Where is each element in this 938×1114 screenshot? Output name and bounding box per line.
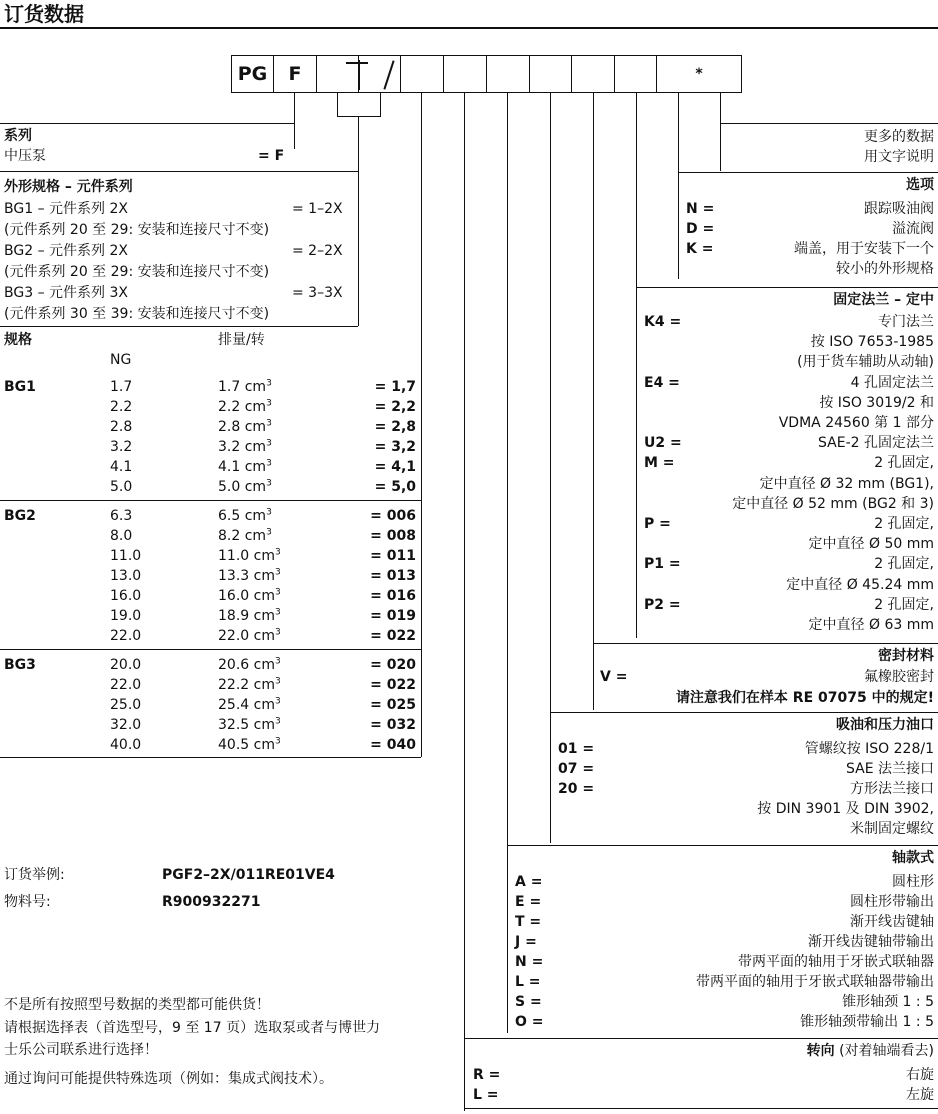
note-line: 通过询问可能提供特殊选项（例如：集成式阀技术）。 — [4, 1071, 333, 1087]
section-heading: 固定法兰 – 定中 — [833, 292, 934, 308]
option-desc: 端盖，用于安装下一个 — [794, 241, 934, 257]
disp-unit-sup: 3 — [266, 418, 272, 429]
size-series-label: BG2 – 元件系列 2X — [4, 243, 128, 259]
disp-cell — [218, 696, 281, 714]
order-example-label: 订货举例: — [4, 867, 65, 883]
code-cell: = 3,2 — [374, 439, 416, 455]
disp-unit: cm — [244, 528, 267, 544]
code-box — [443, 55, 487, 93]
seal-note: 请注意我们在样本 RE 07075 中的规定! — [675, 690, 934, 706]
dash-mark — [346, 62, 368, 64]
option-desc: 渐开线齿键轴 — [850, 914, 934, 930]
code-box — [316, 55, 359, 93]
disp-unit-sup: 3 — [274, 607, 281, 618]
disp-value: 13.3 — [218, 568, 254, 584]
disp-value: 2.2 — [218, 399, 245, 415]
disp-value: 8.2 — [218, 528, 245, 544]
rule — [0, 123, 294, 124]
connector — [720, 93, 721, 171]
option-desc: 锥形轴颈带输出 1 : 5 — [800, 1014, 934, 1030]
option-code: 07 = — [558, 761, 595, 777]
option-desc: 定中直径 Ø 52 mm (BG2 和 3) — [732, 495, 934, 512]
disp-unit-sup: 3 — [274, 736, 281, 747]
connector — [421, 93, 422, 757]
disp-unit-sup: 3 — [274, 676, 281, 687]
disp-unit: cm — [253, 697, 275, 713]
rule — [0, 171, 358, 172]
option-code: T = — [515, 914, 542, 930]
order-example-value: PGF2–2X/011RE01VE4 — [162, 867, 335, 883]
size-series-code: = 3–3X — [292, 285, 343, 301]
size-series-label: BG3 – 元件系列 3X — [4, 285, 128, 301]
option-desc: 2 孔固定, — [874, 516, 934, 532]
option-desc: 米制固定螺纹 — [850, 821, 934, 837]
code-cell: = 022 — [370, 677, 416, 693]
rule — [550, 712, 938, 713]
code-cell: = 2,8 — [374, 419, 416, 435]
code-box — [529, 55, 572, 93]
ng-cell: 13.0 — [110, 568, 142, 584]
option-desc: SAE-2 孔固定法兰 — [818, 435, 934, 452]
option-code: N = — [515, 954, 544, 970]
option-desc: 圆柱形带输出 — [850, 894, 934, 910]
option-desc: 圆柱形 — [892, 874, 934, 890]
code-cell: = 4,1 — [374, 459, 416, 475]
option-desc: SAE 法兰接口 — [845, 761, 934, 777]
option-desc: 溢流阀 — [892, 221, 934, 237]
option-code: O = — [515, 1014, 544, 1030]
disp-value: 25.4 — [218, 697, 254, 713]
option-desc: 氟橡胶密封 — [864, 669, 934, 685]
disp-unit: cm — [244, 419, 267, 435]
disp-cell — [218, 676, 281, 694]
option-desc: 定中直径 Ø 32 mm (BG1), — [759, 475, 934, 492]
option-code: 01 = — [558, 741, 595, 757]
rule — [636, 287, 938, 288]
ng-cell: 4.1 — [110, 459, 133, 475]
option-code: P = — [644, 516, 671, 532]
option-desc: 按 DIN 3901 及 DIN 3902, — [757, 801, 934, 817]
ng-cell: 1.7 — [110, 379, 133, 395]
disp-cell — [218, 656, 281, 674]
disp-cell — [218, 607, 281, 625]
code-cell: = 022 — [370, 628, 416, 644]
rotation-heading-sub: (对着轴端看去) — [834, 1043, 934, 1059]
material-label: 物料号: — [4, 894, 51, 910]
disp-unit: cm — [253, 717, 275, 733]
disp-unit: cm — [253, 588, 275, 604]
disp-cell — [218, 587, 281, 605]
rule — [0, 757, 421, 758]
size-series-label: (元件系列 20 至 29: 安装和连接尺寸不变) — [4, 264, 270, 280]
option-desc: 方形法兰接口 — [850, 781, 934, 797]
code-cell: = 1,7 — [374, 379, 416, 395]
disp-unit: cm — [244, 439, 267, 455]
disp-unit-sup: 3 — [274, 567, 281, 578]
disp-cell — [218, 716, 281, 734]
disp-value: 2.8 — [218, 419, 245, 435]
option-desc: 按 ISO 7653-1985 — [810, 334, 934, 351]
disp-cell — [218, 418, 272, 436]
series-label: 中压泵 — [4, 148, 46, 164]
ng-cell: 22.0 — [110, 677, 142, 693]
disp-unit: cm — [253, 677, 275, 693]
option-code: 20 = — [558, 781, 595, 797]
col-displacement: 排量/转 — [218, 332, 265, 348]
code-cell: = 032 — [370, 717, 416, 733]
option-code: E = — [515, 894, 542, 910]
material-value: R900932271 — [162, 894, 261, 910]
option-code: D = — [686, 221, 715, 237]
disp-unit-sup: 3 — [266, 438, 272, 449]
option-desc: 管螺纹按 ISO 228/1 — [804, 741, 934, 757]
disp-cell — [218, 527, 272, 545]
disp-unit: cm — [253, 737, 275, 753]
option-code: K4 = — [644, 314, 682, 330]
disp-unit-sup: 3 — [274, 716, 281, 727]
code-box: * — [656, 55, 742, 93]
disp-unit-sup: 3 — [266, 398, 272, 409]
section-heading: 选项 — [906, 177, 934, 193]
option-desc: 2 孔固定, — [874, 556, 934, 573]
disp-cell — [218, 627, 281, 645]
note-line: 士乐公司联系进行选择！ — [4, 1042, 158, 1058]
option-desc: 专门法兰 — [878, 314, 934, 330]
ng-cell: 40.0 — [110, 737, 142, 753]
disp-cell — [218, 547, 281, 565]
disp-cell — [218, 438, 272, 456]
code-cell: = 013 — [370, 568, 416, 584]
connector — [636, 93, 637, 638]
option-desc: 锥形轴颈 1 : 5 — [842, 994, 934, 1010]
code-cell: = 020 — [370, 657, 416, 673]
code-cell: = 2,2 — [374, 399, 416, 415]
ng-cell: 11.0 — [110, 548, 142, 564]
connector — [593, 93, 594, 710]
disp-unit: cm — [244, 508, 267, 524]
more-data-line: 更多的数据 — [864, 129, 934, 145]
disp-unit-sup: 3 — [266, 458, 272, 469]
disp-unit-sup: 3 — [274, 656, 281, 667]
option-desc: 右旋 — [906, 1067, 934, 1083]
bracket — [380, 93, 381, 117]
size-table-heading: 规格 — [4, 332, 32, 348]
section-heading: 轴款式 — [892, 850, 934, 866]
disp-value: 18.9 — [218, 608, 254, 624]
rule — [678, 172, 938, 173]
option-code: A = — [515, 874, 543, 890]
page-title: 订货数据 — [4, 2, 84, 26]
connector — [358, 116, 359, 326]
option-desc: 2 孔固定, — [874, 596, 934, 613]
bracket — [337, 116, 381, 117]
option-code: K = — [686, 241, 714, 257]
ng-cell: 25.0 — [110, 697, 142, 713]
disp-value: 32.5 — [218, 717, 254, 733]
code-cell: = 5,0 — [374, 479, 416, 495]
disp-unit: cm — [244, 379, 267, 395]
option-desc: 定中直径 Ø 45.24 mm — [786, 576, 934, 593]
code-box — [400, 55, 444, 93]
code-cell: = 011 — [370, 548, 416, 564]
size-series-label: (元件系列 20 至 29: 安装和连接尺寸不变) — [4, 222, 270, 238]
connector — [294, 93, 295, 149]
option-desc: 跟踪吸油阀 — [864, 201, 934, 217]
option-desc: 定中直径 Ø 50 mm — [808, 536, 934, 553]
disp-unit-sup: 3 — [274, 627, 281, 638]
option-desc: (用于货车辅助从动轴) — [797, 354, 934, 371]
connector — [678, 93, 679, 279]
disp-value: 3.2 — [218, 439, 245, 455]
option-code: M = — [644, 455, 675, 472]
option-code: L = — [473, 1087, 499, 1103]
disp-value: 6.5 — [218, 508, 245, 524]
ng-cell: 2.8 — [110, 419, 133, 435]
disp-unit: cm — [244, 459, 267, 475]
disp-value: 4.1 — [218, 459, 245, 475]
disp-value: 22.2 — [218, 677, 254, 693]
option-desc: VDMA 24560 第 1 部分 — [778, 415, 934, 431]
size-series-code: = 2–2X — [292, 243, 343, 259]
rule — [0, 649, 421, 650]
ng-cell: 16.0 — [110, 588, 142, 604]
note-line: 请根据选择表（首选型号，9 至 17 页）选取泵或者与博世力 — [4, 1020, 381, 1036]
ng-cell: 19.0 — [110, 608, 142, 624]
code-cell: = 040 — [370, 737, 416, 753]
option-desc: 左旋 — [906, 1087, 934, 1103]
disp-unit-sup: 3 — [266, 527, 272, 538]
group-name: BG1 — [4, 379, 36, 395]
disp-cell — [218, 478, 272, 496]
ng-cell: 6.3 — [110, 508, 133, 524]
disp-cell — [218, 458, 272, 476]
option-code: L = — [515, 974, 541, 990]
option-code: S = — [515, 994, 542, 1010]
note-line: 不是所有按照型号数据的类型都可能供货！ — [4, 997, 270, 1013]
disp-value: 22.0 — [218, 628, 254, 644]
option-desc: 按 ISO 3019/2 和 — [819, 394, 934, 411]
title-rule — [0, 27, 938, 29]
option-desc: 带两平面的轴用于牙嵌式联轴器带输出 — [696, 974, 934, 990]
disp-unit: cm — [244, 399, 267, 415]
disp-value: 5.0 — [218, 479, 245, 495]
disp-cell — [218, 378, 272, 396]
option-desc: 定中直径 Ø 63 mm — [808, 617, 934, 633]
option-desc: 带两平面的轴用于牙嵌式联轴器 — [738, 954, 934, 970]
disp-unit: cm — [253, 548, 275, 564]
option-code: U2 = — [644, 435, 682, 452]
ng-cell: 5.0 — [110, 479, 133, 495]
disp-unit: cm — [253, 628, 275, 644]
disp-unit: cm — [253, 657, 275, 673]
code-box — [614, 55, 657, 93]
rule — [464, 1108, 938, 1109]
disp-value: 40.5 — [218, 737, 254, 753]
code-cell: = 016 — [370, 588, 416, 604]
slash-mark — [358, 60, 360, 90]
disp-value: 1.7 — [218, 379, 245, 395]
section-heading: 密封材料 — [878, 648, 934, 664]
code-box — [571, 55, 615, 93]
connector — [550, 93, 551, 843]
size-series-label: BG1 – 元件系列 2X — [4, 201, 128, 217]
disp-unit-sup: 3 — [266, 507, 272, 518]
option-desc: 4 孔固定法兰 — [850, 374, 934, 391]
disp-unit: cm — [244, 479, 267, 495]
option-code: P1 = — [644, 556, 681, 573]
option-code: E4 = — [644, 374, 680, 391]
disp-cell — [218, 398, 272, 416]
code-cell: = 025 — [370, 697, 416, 713]
disp-unit-sup: 3 — [266, 478, 272, 489]
size-series-code: = 1–2X — [292, 201, 343, 217]
group-name: BG3 — [4, 657, 36, 673]
rule — [507, 845, 938, 846]
section-heading: 吸油和压力油口 — [836, 717, 934, 733]
option-desc: 2 孔固定, — [874, 455, 934, 472]
col-ng: NG — [110, 352, 132, 368]
disp-unit-sup: 3 — [274, 547, 281, 558]
ng-cell: 8.0 — [110, 528, 133, 544]
size-series-heading: 外形规格 – 元件系列 — [4, 179, 133, 195]
option-code: J = — [515, 934, 537, 950]
option-code: P2 = — [644, 596, 681, 613]
series-code: = F — [258, 148, 285, 164]
rule — [0, 326, 358, 327]
size-series-label: (元件系列 30 至 39: 安装和连接尺寸不变) — [4, 306, 270, 322]
disp-unit-sup: 3 — [266, 378, 272, 389]
code-box — [486, 55, 530, 93]
disp-value: 16.0 — [218, 588, 254, 604]
rotation-heading: 转向 — [806, 1043, 835, 1059]
disp-cell — [218, 736, 281, 754]
disp-unit-sup: 3 — [274, 696, 281, 707]
ng-cell: 20.0 — [110, 657, 142, 673]
rule — [593, 643, 938, 644]
connector — [507, 93, 508, 1033]
ng-cell: 32.0 — [110, 717, 142, 733]
rule — [0, 500, 421, 501]
option-desc: 渐开线齿键轴带输出 — [808, 934, 934, 950]
bracket — [337, 93, 338, 117]
ng-cell: 2.2 — [110, 399, 133, 415]
disp-cell — [218, 567, 281, 585]
code-cell: = 019 — [370, 608, 416, 624]
code-box: F — [273, 55, 317, 93]
code-box: PG — [231, 55, 274, 93]
connector — [464, 93, 465, 1111]
series-heading: 系列 — [4, 128, 32, 144]
code-cell: = 006 — [370, 508, 416, 524]
ng-cell: 22.0 — [110, 628, 142, 644]
option-desc: 较小的外形规格 — [836, 261, 934, 277]
group-name: BG2 — [4, 508, 36, 524]
disp-unit: cm — [253, 608, 275, 624]
option-code: V = — [600, 669, 628, 685]
section-heading — [807, 1042, 934, 1060]
disp-unit: cm — [253, 568, 275, 584]
rule — [720, 123, 938, 124]
more-data-line: 用文字说明 — [864, 149, 934, 165]
rule — [464, 1038, 938, 1039]
ng-cell: 3.2 — [110, 439, 133, 455]
option-code: N = — [686, 201, 715, 217]
disp-value: 11.0 — [218, 548, 254, 564]
disp-value: 20.6 — [218, 657, 254, 673]
code-cell: = 008 — [370, 528, 416, 544]
disp-unit-sup: 3 — [274, 587, 281, 598]
option-code: R = — [473, 1067, 501, 1083]
disp-cell — [218, 507, 272, 525]
